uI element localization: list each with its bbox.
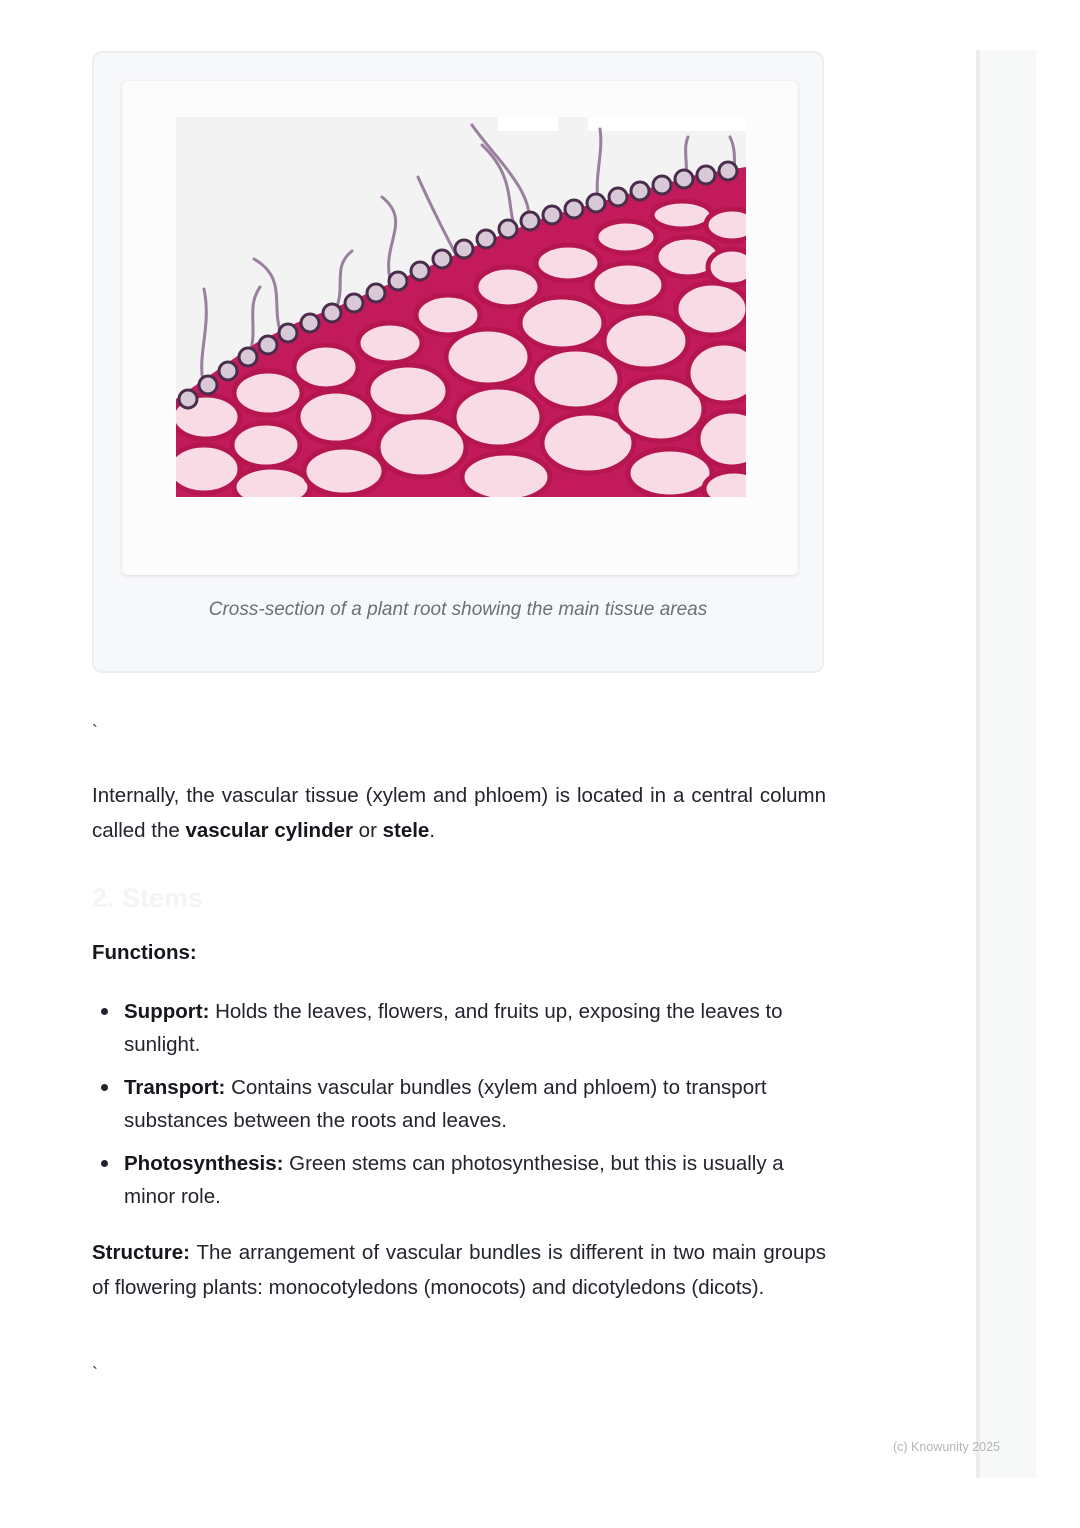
function-text: Contains vascular bundles (xylem and phloem) to transport substances between the roots and leaves. — [124, 1076, 767, 1132]
function-text: Holds the leaves, flowers, and fruits up, exposing the leaves to sunlight. — [124, 1000, 783, 1056]
list-item — [92, 995, 798, 1061]
section-heading-stems: 2. Stems — [92, 883, 204, 913]
function-term: Support: — [124, 1000, 210, 1023]
function-term: Transport: — [124, 1076, 226, 1099]
bullet-icon — [101, 1084, 108, 1091]
structure-term: Structure: — [92, 1241, 190, 1264]
functions-label: Functions: — [92, 941, 197, 964]
structure-paragraph — [92, 1235, 826, 1305]
right-sidebar-strip — [976, 50, 1036, 1478]
root-cross-section-image — [176, 117, 746, 497]
term-vascular-cylinder: vascular cylinder — [185, 819, 353, 842]
bullet-icon — [101, 1008, 108, 1015]
paragraph-text: or — [352, 819, 383, 842]
stray-backtick-bottom: ` — [92, 1364, 98, 1384]
list-item — [92, 1147, 798, 1213]
paragraph-text: The arrangement of vascular bundles is different in two main groups of flowering plants: monocotyledons (monocots) and dicotyledons (dicots). — [92, 1241, 826, 1299]
paragraph-text: . — [429, 819, 436, 842]
figure-card — [92, 51, 824, 673]
vascular-cylinder-paragraph — [92, 778, 826, 848]
bullet-icon — [101, 1160, 108, 1167]
figure-caption: Cross-section of a plant root showing the main tissue areas — [208, 599, 708, 620]
paragraph-text: Internally, the vascular tissue (xylem and phloem) is located in a central column called the — [92, 784, 826, 842]
figure-image-frame — [122, 81, 798, 575]
function-text: Green stems can photosynthesise, but this is usually a minor role. — [124, 1152, 784, 1208]
functions-list — [92, 995, 826, 1223]
list-item — [92, 1071, 798, 1137]
copyright-footer: (c) Knowunity 2025 — [893, 1440, 1001, 1454]
function-term: Photosynthesis: — [124, 1152, 284, 1175]
stray-backtick-top: ` — [92, 722, 98, 742]
term-stele: stele — [382, 819, 430, 842]
